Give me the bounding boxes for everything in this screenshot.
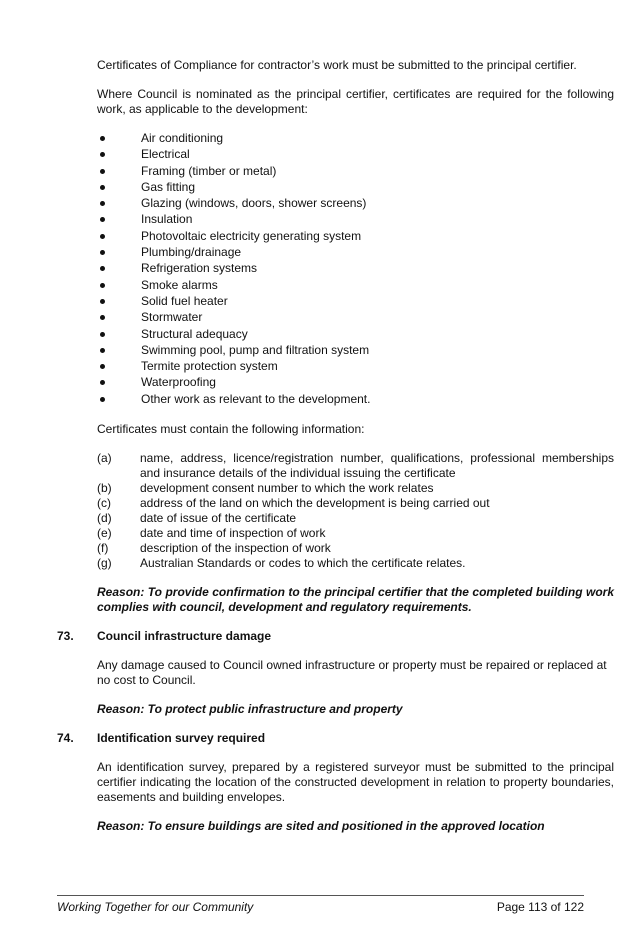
section-73-heading — [57, 629, 614, 644]
list-item — [97, 556, 614, 571]
section-73-body: Any damage caused to Council owned infrastructure or property must be repaired or replaced at no cost to Council. — [97, 658, 607, 688]
list-item — [97, 451, 614, 481]
section-73-reason: Reason: To protect public infrastructure and property — [97, 702, 403, 717]
list-item: Air conditioning — [97, 131, 614, 147]
list-label: (g) — [97, 556, 112, 571]
footer-divider — [57, 895, 584, 896]
list-text: address of the land on which the development is being carried out — [140, 496, 490, 511]
bullet-icon — [100, 250, 105, 255]
bullet-icon — [100, 299, 105, 304]
bullet-icon — [100, 380, 105, 385]
list-item: Structural adequacy — [97, 327, 614, 343]
work-list — [97, 131, 614, 408]
list-text: name, address, licence/registration number, qualifications, professional memberships and insurance details of the individual issuing the certificate — [140, 451, 614, 481]
list-item — [97, 511, 614, 526]
list-label: (b) — [97, 481, 112, 496]
intro-council-text: Where Council is nominated as the principal certifier, certificates are required for the following work, as applicable to the development: — [97, 87, 614, 116]
page-number: Page 113 of 122 — [496, 900, 584, 914]
list-label: (e) — [97, 526, 112, 541]
bullet-icon — [100, 397, 105, 402]
list-item: Photovoltaic electricity generating system — [97, 229, 614, 245]
list-label: (f) — [97, 541, 109, 556]
list-item: Insulation — [97, 212, 614, 228]
list-item — [97, 481, 614, 496]
list-item: Solid fuel heater — [97, 294, 614, 310]
footer-slogan: Working Together for our Community — [57, 900, 254, 914]
page-content — [57, 58, 614, 834]
list-item — [97, 541, 614, 556]
section-74-heading — [57, 731, 614, 746]
list-text: Australian Standards or codes to which the certificate relates. — [140, 556, 466, 571]
bullet-icon — [100, 217, 105, 222]
section-title: Identification survey required — [97, 731, 266, 746]
list-text: development consent number to which the work relates — [140, 481, 434, 496]
intro-compliance-text: Certificates of Compliance for contractor’s work must be submitted to the principal certifier. — [97, 58, 577, 72]
list-item: Electrical — [97, 147, 614, 163]
list-item: Termite protection system — [97, 359, 614, 375]
bullet-icon — [100, 185, 105, 190]
list-item: Smoke alarms — [97, 278, 614, 294]
list-item: Framing (timber or metal) — [97, 164, 614, 180]
bullet-icon — [100, 234, 105, 239]
list-label: (a) — [97, 451, 112, 466]
section-title: Council infrastructure damage — [97, 629, 272, 644]
list-label: (c) — [97, 496, 111, 511]
list-item: Glazing (windows, doors, shower screens) — [97, 196, 614, 212]
bullet-icon — [100, 283, 105, 288]
list-item: Stormwater — [97, 310, 614, 326]
section-74-reason: Reason: To ensure buildings are sited and positioned in the approved location — [97, 819, 545, 834]
info-intro-text: Certificates must contain the following information: — [97, 422, 365, 437]
bullet-icon — [100, 201, 105, 206]
list-item — [97, 526, 614, 541]
list-item: Gas fitting — [97, 180, 614, 196]
list-item: Swimming pool, pump and filtration system — [97, 343, 614, 359]
list-text: date and time of inspection of work — [140, 526, 326, 541]
section-number: 74. — [57, 731, 74, 746]
section-74-body: An identification survey, prepared by a registered surveyor must be submitted to the principal certifier indicating the location of the constructed development in relation to property boundaries, easements and building envelopes. — [97, 760, 614, 805]
list-text: description of the inspection of work — [140, 541, 331, 556]
bullet-icon — [100, 364, 105, 369]
list-item: Waterproofing — [97, 375, 614, 391]
list-item — [97, 496, 614, 511]
list-text: date of issue of the certificate — [140, 511, 297, 526]
bullet-icon — [100, 266, 105, 271]
bullet-icon — [100, 152, 105, 157]
bullet-icon — [100, 315, 105, 320]
bullet-icon — [100, 332, 105, 337]
list-item: Refrigeration systems — [97, 261, 614, 277]
reason-certificates: Reason: To provide confirmation to the principal certifier that the completed building work complies with council, development and regulatory requirements. — [97, 585, 614, 615]
section-number: 73. — [57, 629, 74, 644]
list-label: (d) — [97, 511, 112, 526]
bullet-icon — [100, 348, 105, 353]
bullet-icon — [100, 136, 105, 141]
info-list — [97, 451, 614, 571]
list-item: Plumbing/drainage — [97, 245, 614, 261]
bullet-icon — [100, 169, 105, 174]
list-item: Other work as relevant to the development. — [97, 392, 614, 408]
